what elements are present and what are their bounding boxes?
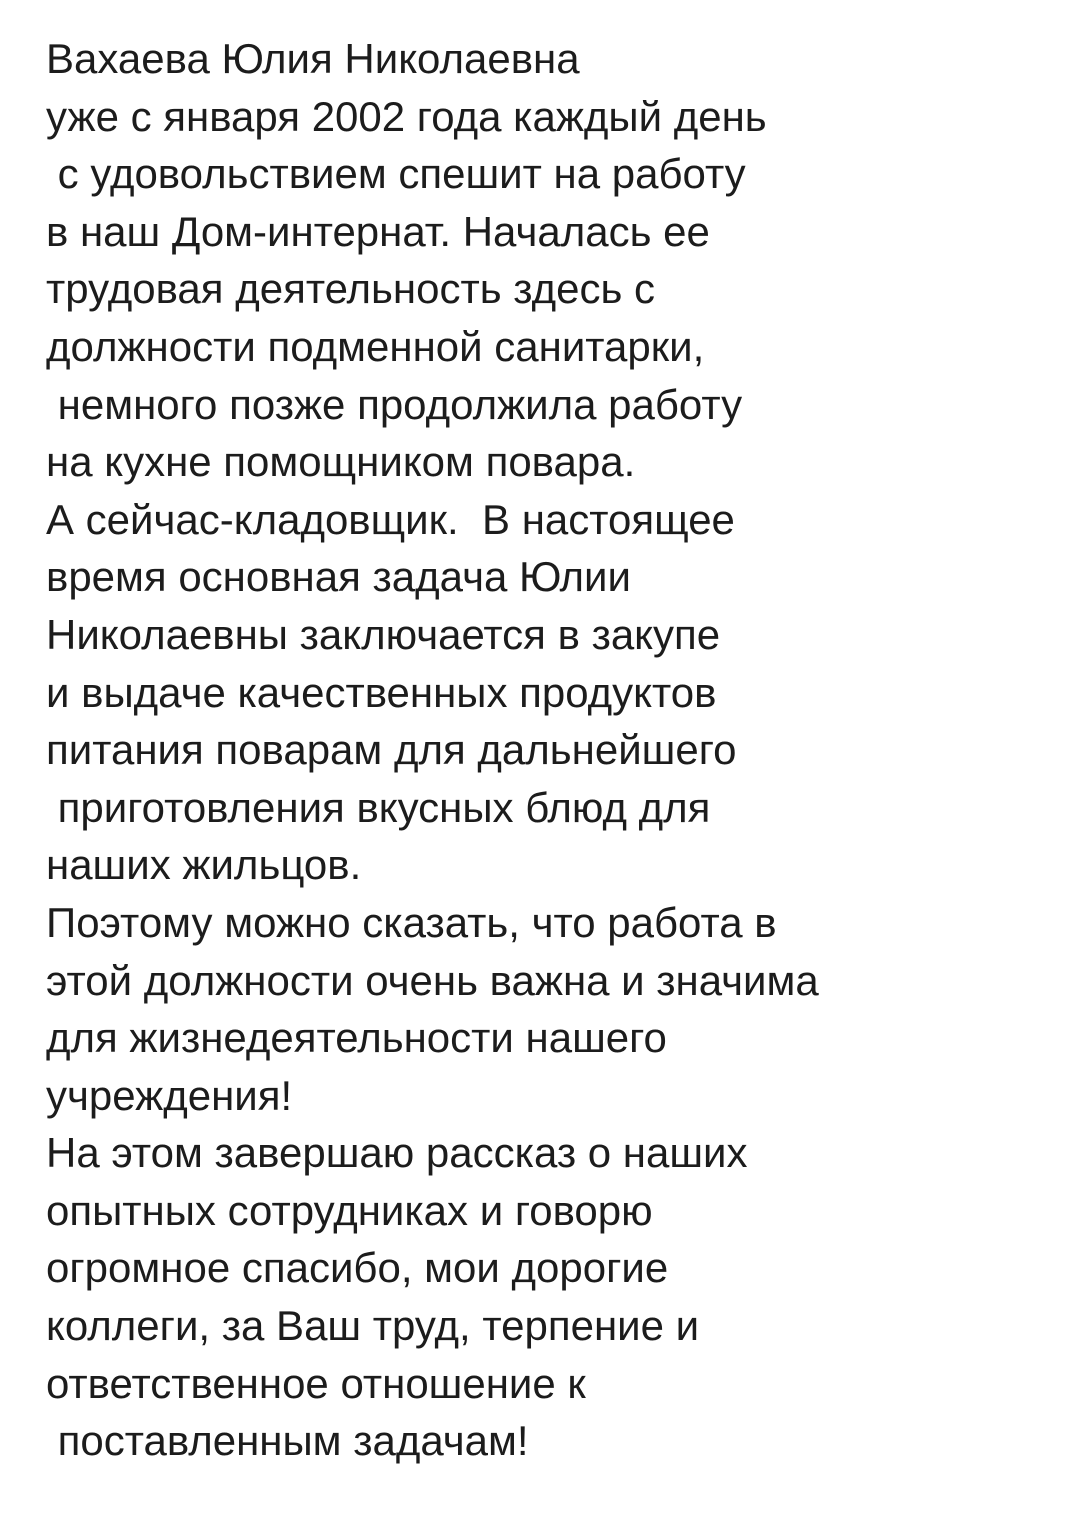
text-line: в наш Дом-интернат. Началась ее xyxy=(46,207,710,255)
text-line: огромное спасибо, мои дорогие xyxy=(46,1244,669,1292)
text-line: время основная задача Юлии xyxy=(46,553,631,601)
text-line: этой должности очень важна и значима xyxy=(46,956,819,1004)
text-line: На этом завершаю рассказ о наших xyxy=(46,1129,748,1177)
text-line: А сейчас-кладовщик. В настоящее xyxy=(46,495,735,543)
text-line: Вахаева Юлия Николаевна xyxy=(46,35,580,82)
document-text xyxy=(46,30,1056,1470)
text-line: приготовления вкусных блюд для xyxy=(46,783,711,831)
text-line: немного позже продолжила работу xyxy=(46,380,743,428)
text-line: с удовольствием спешит на работу xyxy=(46,150,746,198)
text-line: Николаевны заключается в закупе xyxy=(46,610,721,658)
text-line: коллеги, за Ваш труд, терпение и xyxy=(46,1302,700,1350)
text-line: на кухне помощником повара. xyxy=(46,438,636,486)
text-line: наших жильцов. xyxy=(46,841,362,889)
text-line: уже с января 2002 года каждый день xyxy=(46,92,767,140)
text-line: опытных сотрудниках и говорю xyxy=(46,1186,653,1234)
text-line: ответственное отношение к xyxy=(46,1359,586,1407)
text-line: должности подменной санитарки, xyxy=(46,322,705,370)
text-line: для жизнедеятельности нашего xyxy=(46,1014,667,1062)
text-line: трудовая деятельность здесь с xyxy=(46,265,656,313)
text-line: учреждения! xyxy=(46,1071,293,1119)
text-line: питания поварам для дальнейшего xyxy=(46,726,737,774)
text-line: Поэтому можно сказать, что работа в xyxy=(46,898,777,946)
text-line: поставленным задачам! xyxy=(46,1417,529,1465)
text-line: и выдаче качественных продуктов xyxy=(46,668,717,716)
